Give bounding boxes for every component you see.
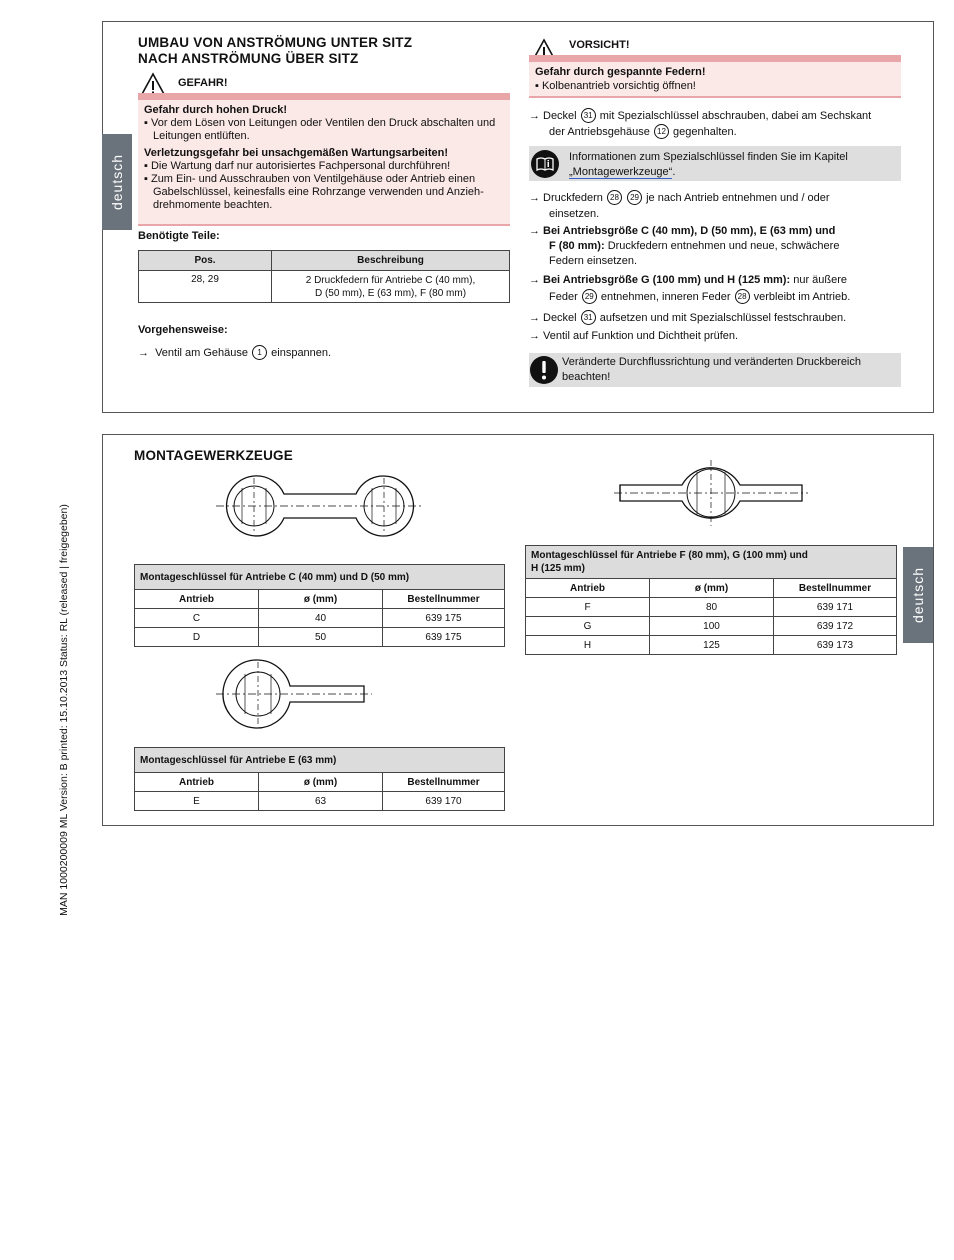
col-antrieb: Antrieb [135,590,259,609]
r-step-4-b: entnehmen, inneren Feder [600,291,731,303]
arrow-icon: → [529,330,540,342]
procedure-label: Vorgehensweise: [138,324,228,336]
cell-order-number: 639 170 [383,792,505,811]
parts-header-pos: Pos. [139,251,272,271]
table-row [526,598,897,617]
wrench-fgh-caption [526,546,897,579]
wrench-cd-drawing [216,472,422,543]
caution-bullet: ▪ Kolbenantrieb vorsichtig öffnen! [535,80,696,92]
col-diameter: ø (mm) [259,590,383,609]
note-text [562,355,861,385]
table-row [135,792,505,811]
wrench-e-table [134,747,505,811]
danger-heading-2: Verletzungsgefahr bei unsachgemäßen Wartungsarbeiten! [144,147,448,159]
caution-bar [529,55,901,62]
callout-number: 29 [627,190,642,205]
exclamation-icon [529,355,559,388]
wrench-fgh-caption-line1: Montageschlüssel für Antriebe F (80 mm), G (100 mm) und [531,550,808,561]
cell-diameter: 100 [650,617,774,636]
table-row [526,636,897,655]
danger-label: GEFAHR! [178,77,228,89]
cell-antrieb: E [135,792,259,811]
r-step-4-rest: nur äußere [793,274,848,286]
col-order-number: Bestellnummer [383,590,505,609]
r-step-4-c: verbleibt im Antrieb. [753,291,851,303]
right-step-1 [529,108,871,140]
caution-bullet-text: Kolbenantrieb vorsichtig öffnen! [541,80,696,92]
section-title-line1: UMBAU VON ANSTRÖMUNG UNTER SITZ [138,35,413,50]
cell-order-number: 639 175 [383,628,505,647]
side-tab-language [903,547,933,643]
cell-diameter: 125 [650,636,774,655]
r-step-1-b: mit Spezialschlüssel abschrauben, dabei am Sechskant [599,110,872,122]
parts-desc-line2: D (50 mm), E (63 mm), F (80 mm) [314,287,467,299]
col-antrieb: Antrieb [526,579,650,598]
info-line-1: Informationen zum Spezialschlüssel finden Sie im Kapitel [569,151,848,163]
callout-number: 28 [607,190,622,205]
cell-order-number: 639 175 [383,609,505,628]
col-antrieb: Antrieb [135,773,259,792]
danger-bullet-3: ▪ Zum Ein- und Ausschrauben von Ventilgehäuse oder Antrieb einen Gabelschlüssel, keinesfalls eine Rohrzange verwenden und Anzieh-drehmomente beachten. [144,173,484,211]
r-step-1-d: gegenhalten. [673,126,737,138]
table-row [135,628,505,647]
document-footer-vertical: MAN 1000200009 ML Version: B printed: 15.10.2013 Status: RL (released | freigegeben) [58,504,70,916]
caution-label: VORSICHT! [569,39,630,51]
cell-antrieb: G [526,617,650,636]
r-step-3-rest: Druckfedern entnehmen und neue, schwächere [607,240,840,252]
r-step-2-c: einsetzen. [549,208,600,220]
danger-bullet-2-text: Die Wartung darf nur autorisiertes Fachpersonal durchführen! [150,160,451,172]
danger-bullet-3-text: Zum Ein- und Ausschrauben von Ventilgehäuse oder Antrieb einen Gabelschlüssel, keinesfalls eine Rohrzange verwenden und Anzieh-drehmomente beachten. [150,173,484,211]
right-step-4 [529,272,850,306]
cell-diameter: 40 [259,609,383,628]
note-line-1: Veränderte Durchflussrichtung und veränderten Druckbereich [562,356,861,368]
callout-number: 29 [582,289,597,304]
right-step-3 [529,224,839,269]
cell-antrieb: H [526,636,650,655]
wrench-fgh-caption-line2: H (125 mm) [531,563,585,574]
tools-title: MONTAGEWERKZEUGE [134,448,293,463]
r-step-4-a: Feder [549,291,578,303]
r-step-5-a: Deckel [543,312,577,324]
r-step-3-bold1: Bei Antriebsgröße C (40 mm), D (50 mm), E (63 mm) und [543,225,836,237]
parts-cell-desc [272,271,510,303]
r-step-4-bold: Bei Antriebsgröße G (100 mm) und H (125 mm): [543,274,791,286]
danger-bar [138,93,510,100]
info-book-icon [530,149,560,182]
callout-number: 31 [581,310,596,325]
callout-number: 28 [735,289,750,304]
parts-label: Benötigte Teile: [138,230,220,242]
col-order-number: Bestellnummer [774,579,897,598]
arrow-icon: → [529,312,540,324]
wrench-cd-table [134,564,505,647]
col-diameter: ø (mm) [259,773,383,792]
table-row [135,609,505,628]
right-step-5 [529,310,846,325]
r-step-1-a: Deckel [543,110,577,122]
danger-bullet-1: ▪ Vor dem Lösen von Leitungen oder Ventilen den Druck abschalten und Leitungen entlüften. [144,117,496,142]
parts-desc-line1: 2 Druckfedern für Antriebe C (40 mm), [305,274,476,286]
right-step-2 [529,190,830,222]
callout-number: 31 [581,108,596,123]
cell-order-number: 639 173 [774,636,897,655]
arrow-icon: → [138,347,149,359]
note-line-2: beachten! [562,371,611,383]
danger-box [138,100,510,226]
cell-order-number: 639 171 [774,598,897,617]
arrow-icon: → [529,110,540,122]
side-tab-language [102,134,132,230]
parts-table [138,250,510,303]
r-step-3-c: Federn einsetzen. [549,255,638,267]
danger-bullet-2: ▪ Die Wartung darf nur autorisiertes Fachpersonal durchführen! [144,160,451,172]
cell-antrieb: D [135,628,259,647]
step-1-text-b: einspannen. [271,347,332,359]
info-text [569,150,848,180]
arrow-icon: → [529,225,540,237]
r-step-5-b: aufsetzen und mit Spezialschlüssel festschrauben. [599,312,847,324]
callout-number: 12 [654,124,669,139]
section-title-line2: NACH ANSTRÖMUNG ÜBER SITZ [138,51,359,66]
wrench-fgh-drawing [614,458,808,531]
parts-cell-pos: 28, 29 [139,271,272,303]
wrench-e-caption: Montageschlüssel für Antriebe E (63 mm) [135,748,505,773]
cell-diameter: 80 [650,598,774,617]
caution-heading: Gefahr durch gespannte Federn! [535,66,706,78]
caution-box [529,62,901,98]
cell-diameter: 63 [259,792,383,811]
cell-antrieb: F [526,598,650,617]
cell-antrieb: C [135,609,259,628]
side-tab-label: deutsch [910,566,926,624]
cell-order-number: 639 172 [774,617,897,636]
table-row [526,617,897,636]
wrench-cd-caption: Montageschlüssel für Antriebe C (40 mm) und D (50 mm) [135,565,505,590]
side-tab-label: deutsch [109,153,125,211]
info-end: . [672,166,676,178]
col-order-number: Bestellnummer [383,773,505,792]
step-1 [138,345,331,360]
arrow-icon: → [529,192,540,204]
section-title [138,35,412,67]
right-step-6 [529,329,738,343]
r-step-3-bold2: F (80 mm): [549,240,605,252]
parts-header-desc: Beschreibung [272,251,510,271]
wrench-fgh-table [525,545,897,655]
cell-diameter: 50 [259,628,383,647]
col-diameter: ø (mm) [650,579,774,598]
arrow-icon: → [529,274,540,286]
r-step-1-c: der Antriebsgehäuse [549,126,650,138]
r-step-6-text: Ventil auf Funktion und Dichtheit prüfen. [543,330,739,342]
step-1-text-a: Ventil am Gehäuse [155,347,249,359]
table-row [139,271,510,303]
danger-bullet-1-text: Vor dem Lösen von Leitungen oder Ventilen den Druck abschalten und Leitungen entlüften. [150,117,496,142]
r-step-2-a: Druckfedern [543,192,603,204]
wrench-e-drawing [216,656,372,735]
r-step-2-b: je nach Antrieb entnehmen und / oder [646,192,830,204]
danger-heading-1: Gefahr durch hohen Druck! [144,104,288,116]
callout-number: 1 [252,345,267,360]
montagewerkzeuge-link[interactable]: „Montagewerkzeuge“ [569,166,673,178]
